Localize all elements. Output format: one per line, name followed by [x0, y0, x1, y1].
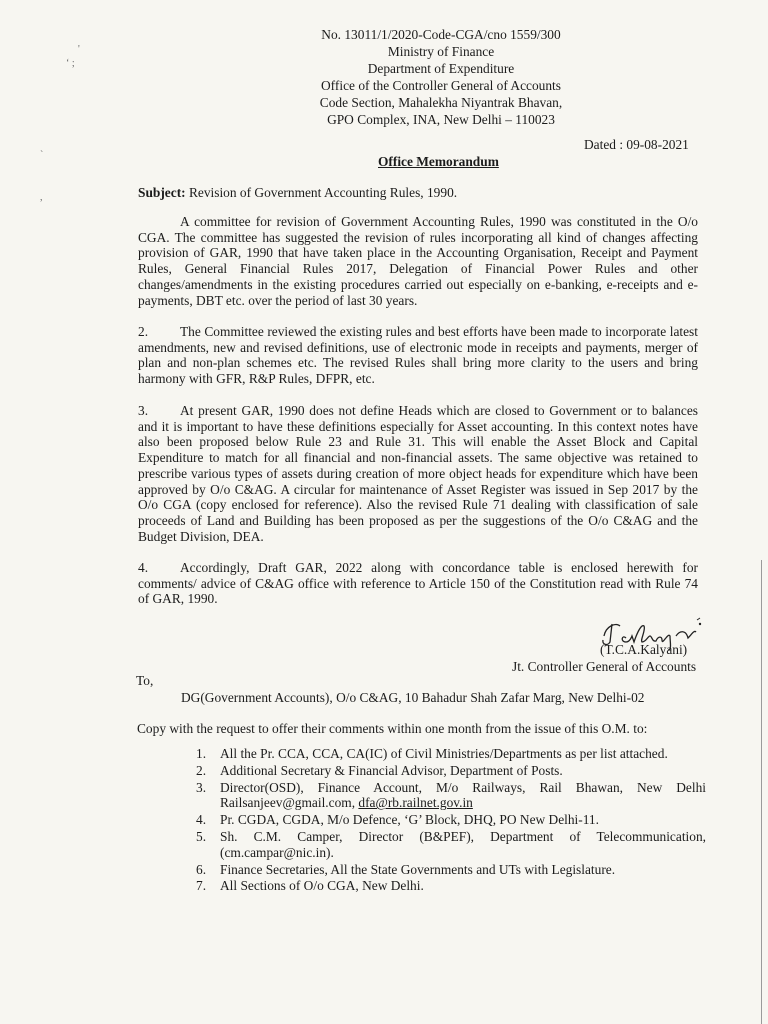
file-number: No. 13011/1/2020-Code-CGA/cno 1559/300: [321, 27, 561, 42]
paragraph-1: [138, 214, 698, 308]
scan-speck: `: [40, 150, 44, 161]
paragraph-text: A committee for revision of Government Accounting Rules, 1990 was constituted in the O/o CGA. The committee has suggested the revision of rules incorporating all kind of changes affecting provision of GAR, 1990 that have taken place in the Accounting Organisation, Receipt and Payment Rules, General Financial Rules 2017, Delegation of Financial Power Rules and other changes/amendments in the existing procedures carried out especially on e-banking, e-receipts and e-payments, DBT etc. over the period of last 30 years.: [138, 214, 698, 308]
office-name: Office of the Controller General of Accounts: [321, 78, 561, 93]
signatory-designation: Jt. Controller General of Accounts: [512, 659, 697, 674]
list-item-text: Sh. C.M. Camper, Director (B&PEF), Department of Telecommunication, (cm.campar@nic.in).: [220, 828, 706, 860]
paragraph-number: 2.: [138, 324, 149, 339]
copy-to-list: [196, 746, 706, 895]
list-item-text: Director(OSD), Finance Account, M/o Railways, Rail Bhawan, New Delhi Railsanjeev@gmail.com,: [220, 779, 706, 811]
list-item: [196, 780, 706, 812]
list-item-number: 6.: [196, 861, 207, 877]
letterhead: [296, 26, 586, 128]
ministry-name: Ministry of Finance: [387, 44, 495, 59]
paragraph-number: 4.: [138, 560, 149, 575]
list-item-number: 2.: [196, 762, 207, 778]
paragraph-text: The Committee reviewed the existing rules and best efforts have been made to incorporate latest amendments, new and revised definitions, use of electronic mode in receipts and payments, merger of plan and non-plan schemes etc. The revised Rules shall bring more clarity to the users and bring harmony with GFR, R&P Rules, DFPR, etc.: [138, 324, 698, 387]
list-item: [196, 829, 706, 861]
list-item-text: All the Pr. CCA, CCA, CA(IC) of Civil Ministries/Departments as per list attached.: [220, 746, 668, 761]
paragraph-2: [138, 324, 698, 387]
scan-page-edge: [761, 560, 762, 1024]
addressee: DG(Government Accounts), O/o C&AG, 10 Bahadur Shah Zafar Marg, New Delhi-02: [181, 690, 645, 705]
department-name: Department of Expenditure: [367, 61, 515, 76]
scan-speck: ': [78, 44, 80, 55]
scan-speck: ,: [40, 192, 43, 203]
paragraph-3: [138, 403, 698, 544]
paragraph-text: Accordingly, Draft GAR, 2022 along with concordance table is enclosed herewith for comments/ advice of C&AG office with reference to Article 150 of the Constitution read with Rule 74 of GAR, 1990.: [138, 560, 698, 607]
paragraph-number: 3.: [138, 403, 149, 418]
list-item-number: 5.: [196, 828, 207, 844]
list-item: [196, 812, 706, 828]
document-title: Office Memorandum: [378, 154, 499, 169]
list-item-text: Pr. CGDA, CGDA, M/o Defence, ‘G’ Block, DHQ, PO New Delhi-11.: [220, 812, 599, 828]
copy-to-line: Copy with the request to offer their comments within one month from the issue of this O.M. to:: [137, 721, 648, 736]
subject-label: Subject:: [138, 185, 186, 200]
list-item-text: Additional Secretary & Financial Advisor, Department of Posts.: [220, 762, 563, 778]
list-item: [196, 763, 706, 779]
subject-line: [138, 185, 457, 201]
list-item-number: 3.: [196, 779, 207, 795]
signatory-name: (T.C.A.Kalyani): [600, 642, 688, 657]
email-link[interactable]: dfa@rb.railnet.gov.in: [358, 795, 473, 811]
list-item: [196, 746, 706, 762]
subject-text: Revision of Government Accounting Rules, 1990.: [185, 185, 458, 200]
list-item-text: All Sections of O/o CGA, New Delhi.: [220, 878, 424, 894]
office-address: GPO Complex, INA, New Delhi – 110023: [327, 112, 555, 127]
list-item: [196, 878, 706, 894]
to-label: To,: [136, 673, 154, 688]
list-item-text: Finance Secretaries, All the State Governments and UTs with Legislature.: [220, 861, 616, 877]
date-line: Dated : 09-08-2021: [584, 137, 689, 152]
scan-speck: ‘ ;: [66, 58, 75, 69]
paragraph-text: At present GAR, 1990 does not define Heads which are closed to Government or to balances and it is important to have these definitions especially for Asset accounting. In this context notes have also been proposed below Rule 23 and Rule 31. This will enable the Asset Block and Capital Expenditure to match for all financial and non-financial assets. The same objective was retained to prescribe various types of assets during creation of more object heads for expenditure which have been approved by O/o C&AG. A circular for maintenance of Asset Register was issued in Sep 2017 by the O/o CGA (copy enclosed for reference). Also the revised Rule 71 dealing with classification of sale proceeds of Land and Building has been proposed as per the suggestions of the O/o C&AG and the Budget Division, DEA.: [138, 403, 698, 544]
list-item-number: 1.: [196, 746, 207, 761]
section-name: Code Section, Mahalekha Niyantrak Bhavan,: [319, 95, 563, 110]
paragraph-4: [138, 560, 698, 607]
list-item-number: 7.: [196, 878, 207, 894]
list-item: [196, 862, 706, 878]
list-item-number: 4.: [196, 812, 207, 828]
